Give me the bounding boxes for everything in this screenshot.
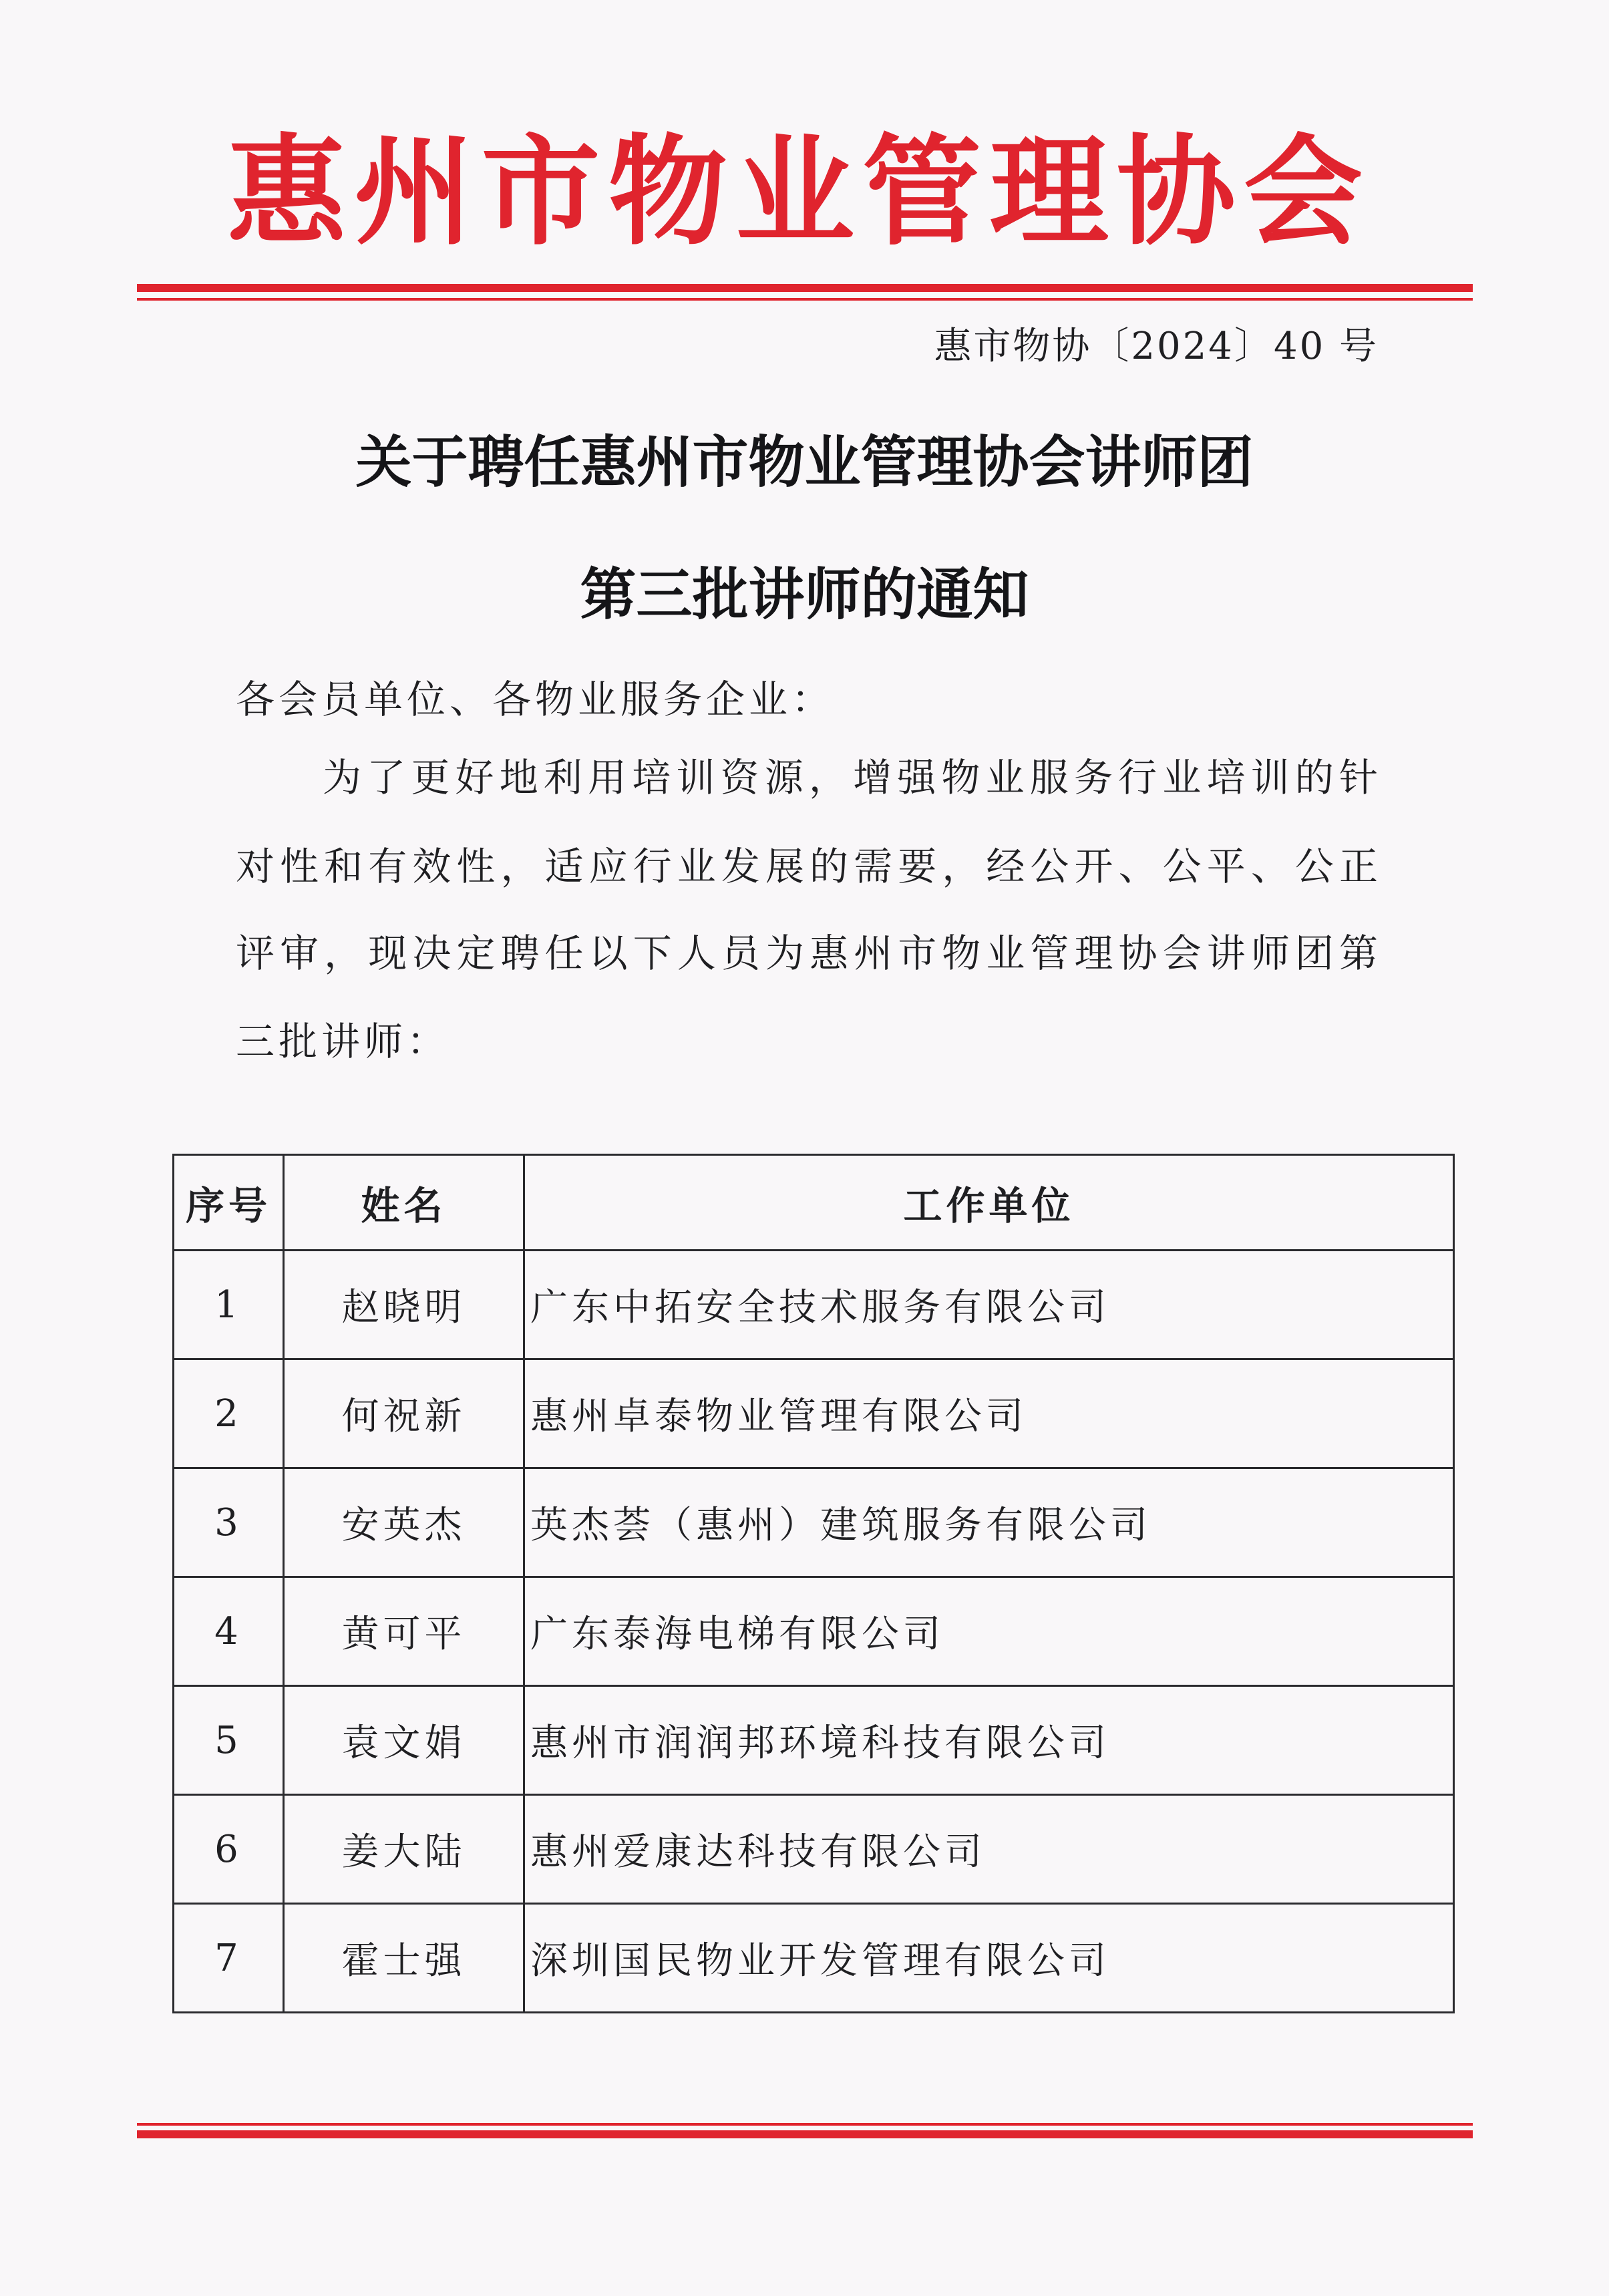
body-line-4: 三批讲师： bbox=[236, 1019, 450, 1064]
salutation: 各会员单位、各物业服务企业： bbox=[236, 677, 835, 722]
row-org: 惠州卓泰物业管理有限公司 bbox=[524, 1359, 1454, 1468]
row-index: 7 bbox=[174, 1904, 284, 2013]
header-rule-thick bbox=[137, 284, 1473, 292]
table-row bbox=[174, 1795, 1454, 1904]
notice-title-line-2: 第三批讲师的通知 bbox=[580, 561, 1029, 627]
row-index: 2 bbox=[174, 1359, 284, 1468]
row-index: 5 bbox=[174, 1686, 284, 1795]
letterhead-org-name bbox=[227, 123, 1363, 261]
row-org: 深圳国民物业开发管理有限公司 bbox=[524, 1904, 1454, 2013]
row-org: 惠州市润润邦环境科技有限公司 bbox=[524, 1686, 1454, 1795]
row-org: 英杰荟（惠州）建筑服务有限公司 bbox=[524, 1468, 1454, 1577]
letterhead-char: 业 bbox=[735, 123, 854, 261]
row-org: 惠州爱康达科技有限公司 bbox=[524, 1795, 1454, 1904]
letterhead-char: 理 bbox=[989, 123, 1109, 261]
document-number: 惠市物协〔2024〕40 号 bbox=[934, 325, 1379, 368]
row-index: 6 bbox=[174, 1795, 284, 1904]
lecturer-table bbox=[172, 1154, 1455, 2013]
body-line-1: 为了更好地利用培训资源，增强物业服务行业培训的针 bbox=[323, 755, 1378, 800]
footer-rule-thin bbox=[137, 2123, 1473, 2126]
notice-title-line-1: 关于聘任惠州市物业管理协会讲师团 bbox=[355, 429, 1254, 495]
row-index: 3 bbox=[174, 1468, 284, 1577]
row-name: 安英杰 bbox=[284, 1468, 524, 1577]
header-name: 姓名 bbox=[284, 1155, 524, 1251]
row-name: 袁文娟 bbox=[284, 1686, 524, 1795]
table-row bbox=[174, 1359, 1454, 1468]
row-name: 姜大陆 bbox=[284, 1795, 524, 1904]
row-name: 霍士强 bbox=[284, 1904, 524, 2013]
row-org: 广东中拓安全技术服务有限公司 bbox=[524, 1251, 1454, 1359]
body-line-3: 评审，现决定聘任以下人员为惠州市物业管理协会讲师团第 bbox=[236, 931, 1378, 976]
header-rule-thin bbox=[137, 298, 1473, 301]
row-index: 4 bbox=[174, 1577, 284, 1686]
row-name: 黄可平 bbox=[284, 1577, 524, 1686]
table-row bbox=[174, 1686, 1454, 1795]
table-row bbox=[174, 1577, 1454, 1686]
letterhead-char: 会 bbox=[1244, 123, 1363, 261]
letterhead-char: 惠 bbox=[227, 123, 346, 261]
row-index: 1 bbox=[174, 1251, 284, 1359]
row-name: 赵晓明 bbox=[284, 1251, 524, 1359]
table-row bbox=[174, 1904, 1454, 2013]
table-row bbox=[174, 1468, 1454, 1577]
row-name: 何祝新 bbox=[284, 1359, 524, 1468]
body-line-2: 对性和有效性，适应行业发展的需要，经公开、公平、公正 bbox=[236, 844, 1378, 889]
letterhead-char: 协 bbox=[1116, 123, 1236, 261]
letterhead-char: 物 bbox=[608, 123, 727, 261]
header-index: 序号 bbox=[174, 1155, 284, 1251]
letterhead-char: 州 bbox=[354, 123, 474, 261]
table-header-row bbox=[174, 1155, 1454, 1251]
letterhead-char: 市 bbox=[481, 123, 600, 261]
row-org: 广东泰海电梯有限公司 bbox=[524, 1577, 1454, 1686]
footer-rule-thick bbox=[137, 2130, 1473, 2138]
table-row bbox=[174, 1251, 1454, 1359]
header-org: 工作单位 bbox=[524, 1155, 1454, 1251]
letterhead-char: 管 bbox=[862, 123, 982, 261]
